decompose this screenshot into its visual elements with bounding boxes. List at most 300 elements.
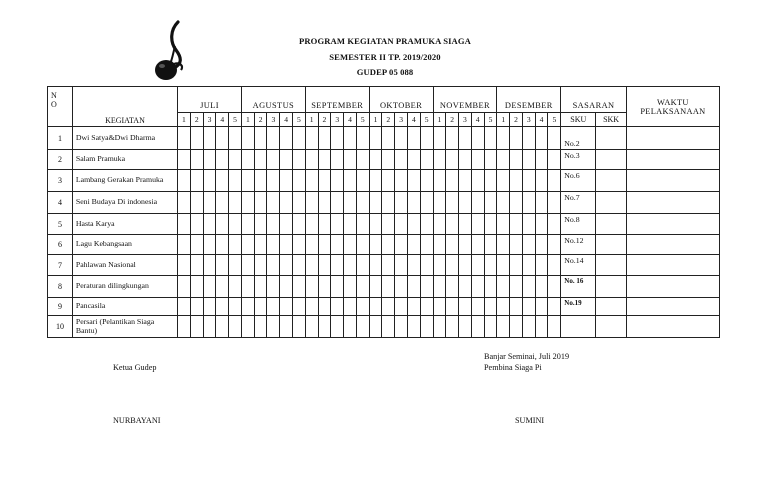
- activity-name: Lambang Gerakan Pramuka: [72, 170, 177, 192]
- schedule-cell: [369, 170, 382, 192]
- waktu-cell: [626, 150, 719, 170]
- week-header: 3: [331, 113, 344, 127]
- schedule-cell: [254, 316, 267, 338]
- month-header: SEPTEMBER: [305, 87, 369, 113]
- sku-value: No.6: [561, 170, 596, 192]
- schedule-cell: [446, 192, 459, 214]
- schedule-cell: [382, 170, 395, 192]
- activity-name: Seni Budaya Di indonesia: [72, 192, 177, 214]
- schedule-cell: [522, 214, 535, 235]
- schedule-cell: [216, 316, 229, 338]
- schedule-cell: [522, 170, 535, 192]
- schedule-cell: [280, 214, 293, 235]
- schedule-cell: [484, 316, 497, 338]
- schedule-cell: [407, 192, 420, 214]
- schedule-cell: [407, 276, 420, 298]
- skk-cell: [596, 192, 627, 214]
- week-header: 5: [484, 113, 497, 127]
- schedule-cell: [395, 255, 408, 276]
- sku-value: No. 16: [561, 276, 596, 298]
- schedule-cell: [254, 150, 267, 170]
- schedule-cell: [318, 316, 331, 338]
- sku-header: SKU: [561, 113, 596, 127]
- week-header: 5: [420, 113, 433, 127]
- schedule-cell: [203, 170, 216, 192]
- table-row: [48, 298, 720, 316]
- schedule-cell: [420, 192, 433, 214]
- week-header: 1: [433, 113, 446, 127]
- schedule-cell: [293, 214, 306, 235]
- schedule-cell: [497, 150, 510, 170]
- schedule-cell: [267, 192, 280, 214]
- schedule-cell: [459, 316, 472, 338]
- skk-cell: [596, 298, 627, 316]
- schedule-cell: [293, 235, 306, 255]
- week-header: 2: [382, 113, 395, 127]
- skk-cell: [596, 316, 627, 338]
- schedule-cell: [344, 235, 357, 255]
- schedule-cell: [254, 127, 267, 150]
- row-number: 9: [48, 298, 73, 316]
- schedule-cell: [484, 170, 497, 192]
- schedule-cell: [178, 235, 191, 255]
- schedule-cell: [305, 192, 318, 214]
- table-row: [48, 276, 720, 298]
- schedule-cell: [382, 214, 395, 235]
- schedule-cell: [433, 127, 446, 150]
- schedule-cell: [318, 235, 331, 255]
- schedule-cell: [497, 276, 510, 298]
- schedule-cell: [535, 150, 548, 170]
- schedule-cell: [356, 127, 369, 150]
- schedule-cell: [229, 235, 242, 255]
- week-header: 1: [497, 113, 510, 127]
- month-header: DESEMBER: [497, 87, 561, 113]
- schedule-cell: [369, 150, 382, 170]
- schedule-cell: [305, 255, 318, 276]
- schedule-cell: [420, 276, 433, 298]
- row-number: 8: [48, 276, 73, 298]
- schedule-cell: [395, 214, 408, 235]
- schedule-cell: [356, 235, 369, 255]
- activity-name: Peraturan dilingkungan: [72, 276, 177, 298]
- schedule-cell: [459, 214, 472, 235]
- schedule-cell: [318, 214, 331, 235]
- schedule-cell: [459, 192, 472, 214]
- waktu-cell: [626, 235, 719, 255]
- pembina-name: SUMINI: [515, 416, 545, 425]
- schedule-cell: [420, 298, 433, 316]
- schedule-cell: [216, 192, 229, 214]
- schedule-cell: [548, 192, 561, 214]
- table-row: [48, 255, 720, 276]
- schedule-cell: [178, 127, 191, 150]
- schedule-cell: [344, 150, 357, 170]
- schedule-cell: [241, 192, 254, 214]
- sku-value: No.8: [561, 214, 596, 235]
- schedule-cell: [522, 235, 535, 255]
- schedule-cell: [241, 276, 254, 298]
- activity-name: Lagu Kebangsaan: [72, 235, 177, 255]
- skk-header: SKK: [596, 113, 627, 127]
- place-date: Banjar Seminai, Juli 2019: [484, 352, 570, 361]
- schedule-cell: [267, 255, 280, 276]
- schedule-cell: [395, 192, 408, 214]
- schedule-cell: [382, 235, 395, 255]
- schedule-cell: [497, 298, 510, 316]
- week-header: 1: [241, 113, 254, 127]
- schedule-cell: [433, 276, 446, 298]
- schedule-cell: [369, 298, 382, 316]
- schedule-cell: [471, 150, 484, 170]
- table-row: [48, 170, 720, 192]
- activity-name: Dwi Satya&Dwi Dharma: [72, 127, 177, 150]
- schedule-cell: [229, 298, 242, 316]
- schedule-cell: [471, 276, 484, 298]
- schedule-cell: [548, 150, 561, 170]
- schedule-cell: [280, 316, 293, 338]
- schedule-cell: [420, 235, 433, 255]
- waktu-header: WAKTU PELAKSANAAN: [626, 87, 719, 127]
- schedule-cell: [535, 255, 548, 276]
- schedule-cell: [548, 255, 561, 276]
- schedule-cell: [203, 298, 216, 316]
- schedule-cell: [305, 235, 318, 255]
- schedule-cell: [382, 192, 395, 214]
- table-row: [48, 192, 720, 214]
- schedule-cell: [420, 214, 433, 235]
- schedule-cell: [369, 255, 382, 276]
- schedule-cell: [356, 298, 369, 316]
- schedule-cell: [356, 170, 369, 192]
- row-number: 7: [48, 255, 73, 276]
- schedule-cell: [216, 170, 229, 192]
- schedule-cell: [395, 127, 408, 150]
- week-header: 3: [522, 113, 535, 127]
- schedule-cell: [190, 235, 203, 255]
- schedule-cell: [510, 276, 523, 298]
- schedule-cell: [369, 235, 382, 255]
- schedule-cell: [280, 170, 293, 192]
- month-header: AGUSTUS: [241, 87, 305, 113]
- schedule-cell: [344, 127, 357, 150]
- schedule-cell: [241, 255, 254, 276]
- schedule-cell: [254, 255, 267, 276]
- sku-value: No.7: [561, 192, 596, 214]
- schedule-cell: [203, 192, 216, 214]
- schedule-cell: [548, 170, 561, 192]
- tunas-kelapa-logo: [148, 20, 190, 84]
- schedule-cell: [446, 255, 459, 276]
- schedule-cell: [190, 316, 203, 338]
- schedule-cell: [510, 316, 523, 338]
- schedule-cell: [190, 276, 203, 298]
- schedule-cell: [280, 298, 293, 316]
- schedule-cell: [510, 170, 523, 192]
- schedule-cell: [241, 170, 254, 192]
- schedule-cell: [522, 255, 535, 276]
- schedule-cell: [522, 276, 535, 298]
- schedule-cell: [535, 214, 548, 235]
- schedule-cell: [459, 255, 472, 276]
- schedule-cell: [216, 214, 229, 235]
- schedule-cell: [344, 276, 357, 298]
- schedule-cell: [510, 235, 523, 255]
- schedule-cell: [446, 127, 459, 150]
- week-header: 4: [216, 113, 229, 127]
- week-header: 4: [344, 113, 357, 127]
- schedule-cell: [331, 298, 344, 316]
- schedule-cell: [254, 214, 267, 235]
- schedule-cell: [433, 170, 446, 192]
- schedule-cell: [497, 316, 510, 338]
- schedule-cell: [318, 255, 331, 276]
- schedule-cell: [178, 170, 191, 192]
- row-number: 1: [48, 127, 73, 150]
- schedule-cell: [484, 214, 497, 235]
- schedule-cell: [229, 150, 242, 170]
- week-header: 2: [510, 113, 523, 127]
- skk-cell: [596, 235, 627, 255]
- schedule-cell: [241, 316, 254, 338]
- schedule-cell: [216, 298, 229, 316]
- schedule-cell: [497, 192, 510, 214]
- activity-name: Pahlawan Nasional: [72, 255, 177, 276]
- schedule-cell: [305, 214, 318, 235]
- schedule-cell: [407, 255, 420, 276]
- schedule-cell: [407, 214, 420, 235]
- schedule-cell: [459, 127, 472, 150]
- schedule-cell: [510, 255, 523, 276]
- waktu-cell: [626, 127, 719, 150]
- document-gudep: GUDEP 05 088: [356, 67, 414, 77]
- schedule-cell: [395, 316, 408, 338]
- schedule-cell: [190, 214, 203, 235]
- schedule-cell: [229, 214, 242, 235]
- schedule-cell: [178, 150, 191, 170]
- row-number: 3: [48, 170, 73, 192]
- schedule-cell: [229, 276, 242, 298]
- activity-header: KEGIATAN: [72, 87, 177, 127]
- schedule-cell: [420, 255, 433, 276]
- schedule-cell: [280, 255, 293, 276]
- skk-cell: [596, 170, 627, 192]
- schedule-cell: [280, 276, 293, 298]
- sku-value: No.3: [561, 150, 596, 170]
- schedule-cell: [203, 276, 216, 298]
- skk-cell: [596, 276, 627, 298]
- schedule-cell: [471, 235, 484, 255]
- schedule-cell: [510, 192, 523, 214]
- schedule-cell: [293, 276, 306, 298]
- schedule-cell: [178, 214, 191, 235]
- schedule-cell: [522, 192, 535, 214]
- schedule-cell: [535, 235, 548, 255]
- schedule-cell: [190, 192, 203, 214]
- schedule-cell: [433, 214, 446, 235]
- schedule-cell: [395, 235, 408, 255]
- schedule-cell: [433, 298, 446, 316]
- activity-name: Hasta Karya: [72, 214, 177, 235]
- table-row: [48, 235, 720, 255]
- schedule-cell: [178, 316, 191, 338]
- schedule-cell: [267, 170, 280, 192]
- schedule-cell: [446, 316, 459, 338]
- schedule-cell: [216, 127, 229, 150]
- schedule-cell: [267, 235, 280, 255]
- ketua-gudep-label: Ketua Gudep: [113, 363, 157, 372]
- schedule-cell: [280, 235, 293, 255]
- schedule-cell: [241, 235, 254, 255]
- sku-value: No.14: [561, 255, 596, 276]
- schedule-cell: [459, 170, 472, 192]
- schedule-cell: [203, 150, 216, 170]
- schedule-cell: [535, 127, 548, 150]
- skk-cell: [596, 127, 627, 150]
- schedule-cell: [293, 150, 306, 170]
- table-row: [48, 150, 720, 170]
- row-number: 5: [48, 214, 73, 235]
- skk-cell: [596, 150, 627, 170]
- schedule-cell: [356, 276, 369, 298]
- schedule-cell: [305, 150, 318, 170]
- schedule-cell: [254, 298, 267, 316]
- activity-name: Persari (Pelantikan Siaga Bantu): [72, 316, 177, 338]
- schedule-cell: [356, 192, 369, 214]
- schedule-cell: [369, 192, 382, 214]
- schedule-cell: [433, 150, 446, 170]
- schedule-cell: [331, 192, 344, 214]
- schedule-cell: [446, 150, 459, 170]
- schedule-cell: [548, 298, 561, 316]
- schedule-cell: [497, 214, 510, 235]
- schedule-cell: [318, 276, 331, 298]
- schedule-cell: [407, 298, 420, 316]
- schedule-cell: [190, 255, 203, 276]
- waktu-cell: [626, 276, 719, 298]
- schedule-cell: [433, 255, 446, 276]
- schedule-cell: [267, 214, 280, 235]
- waktu-cell: [626, 192, 719, 214]
- schedule-cell: [484, 276, 497, 298]
- waktu-cell: [626, 255, 719, 276]
- schedule-cell: [510, 127, 523, 150]
- schedule-cell: [484, 255, 497, 276]
- schedule-cell: [293, 127, 306, 150]
- month-header: OKTOBER: [369, 87, 433, 113]
- schedule-cell: [203, 214, 216, 235]
- schedule-cell: [293, 255, 306, 276]
- schedule-cell: [305, 127, 318, 150]
- schedule-cell: [510, 214, 523, 235]
- waktu-cell: [626, 214, 719, 235]
- program-table: [47, 86, 720, 338]
- schedule-cell: [178, 298, 191, 316]
- sku-value: [561, 316, 596, 338]
- schedule-cell: [190, 150, 203, 170]
- table-row: [48, 316, 720, 338]
- schedule-cell: [305, 316, 318, 338]
- week-header: 5: [356, 113, 369, 127]
- schedule-cell: [267, 316, 280, 338]
- schedule-cell: [382, 276, 395, 298]
- schedule-cell: [305, 298, 318, 316]
- week-header: 5: [293, 113, 306, 127]
- schedule-cell: [293, 298, 306, 316]
- schedule-cell: [293, 170, 306, 192]
- schedule-cell: [433, 192, 446, 214]
- schedule-cell: [216, 276, 229, 298]
- schedule-cell: [267, 127, 280, 150]
- schedule-cell: [344, 192, 357, 214]
- schedule-cell: [471, 127, 484, 150]
- week-header: 4: [471, 113, 484, 127]
- schedule-cell: [522, 316, 535, 338]
- week-header: 2: [254, 113, 267, 127]
- month-header: JULI: [178, 87, 242, 113]
- schedule-cell: [369, 276, 382, 298]
- schedule-cell: [267, 150, 280, 170]
- schedule-cell: [216, 255, 229, 276]
- schedule-cell: [484, 127, 497, 150]
- schedule-cell: [382, 127, 395, 150]
- no-header: N O: [48, 87, 73, 127]
- schedule-cell: [446, 298, 459, 316]
- week-header: 5: [229, 113, 242, 127]
- week-header: 2: [446, 113, 459, 127]
- schedule-cell: [293, 316, 306, 338]
- schedule-cell: [318, 150, 331, 170]
- row-number: 2: [48, 150, 73, 170]
- schedule-cell: [535, 316, 548, 338]
- schedule-cell: [459, 235, 472, 255]
- schedule-cell: [471, 170, 484, 192]
- schedule-cell: [471, 316, 484, 338]
- schedule-cell: [382, 298, 395, 316]
- month-header: NOVEMBER: [433, 87, 497, 113]
- schedule-cell: [241, 298, 254, 316]
- schedule-cell: [216, 150, 229, 170]
- schedule-cell: [548, 316, 561, 338]
- schedule-cell: [548, 276, 561, 298]
- schedule-cell: [305, 170, 318, 192]
- row-number: 6: [48, 235, 73, 255]
- document-semester: SEMESTER II TP. 2019/2020: [329, 51, 441, 62]
- schedule-cell: [203, 235, 216, 255]
- week-header: 1: [178, 113, 191, 127]
- week-header: 2: [318, 113, 331, 127]
- schedule-cell: [535, 298, 548, 316]
- waktu-cell: [626, 170, 719, 192]
- schedule-cell: [356, 150, 369, 170]
- schedule-cell: [344, 170, 357, 192]
- schedule-cell: [178, 255, 191, 276]
- schedule-cell: [535, 192, 548, 214]
- schedule-cell: [395, 170, 408, 192]
- pembina-label: Pembina Siaga Pi: [484, 363, 542, 372]
- week-header: 2: [190, 113, 203, 127]
- schedule-cell: [293, 192, 306, 214]
- schedule-cell: [254, 192, 267, 214]
- schedule-cell: [407, 316, 420, 338]
- schedule-cell: [190, 127, 203, 150]
- schedule-cell: [471, 214, 484, 235]
- week-header: 3: [459, 113, 472, 127]
- schedule-cell: [267, 298, 280, 316]
- week-header: 3: [395, 113, 408, 127]
- schedule-cell: [331, 214, 344, 235]
- schedule-cell: [395, 150, 408, 170]
